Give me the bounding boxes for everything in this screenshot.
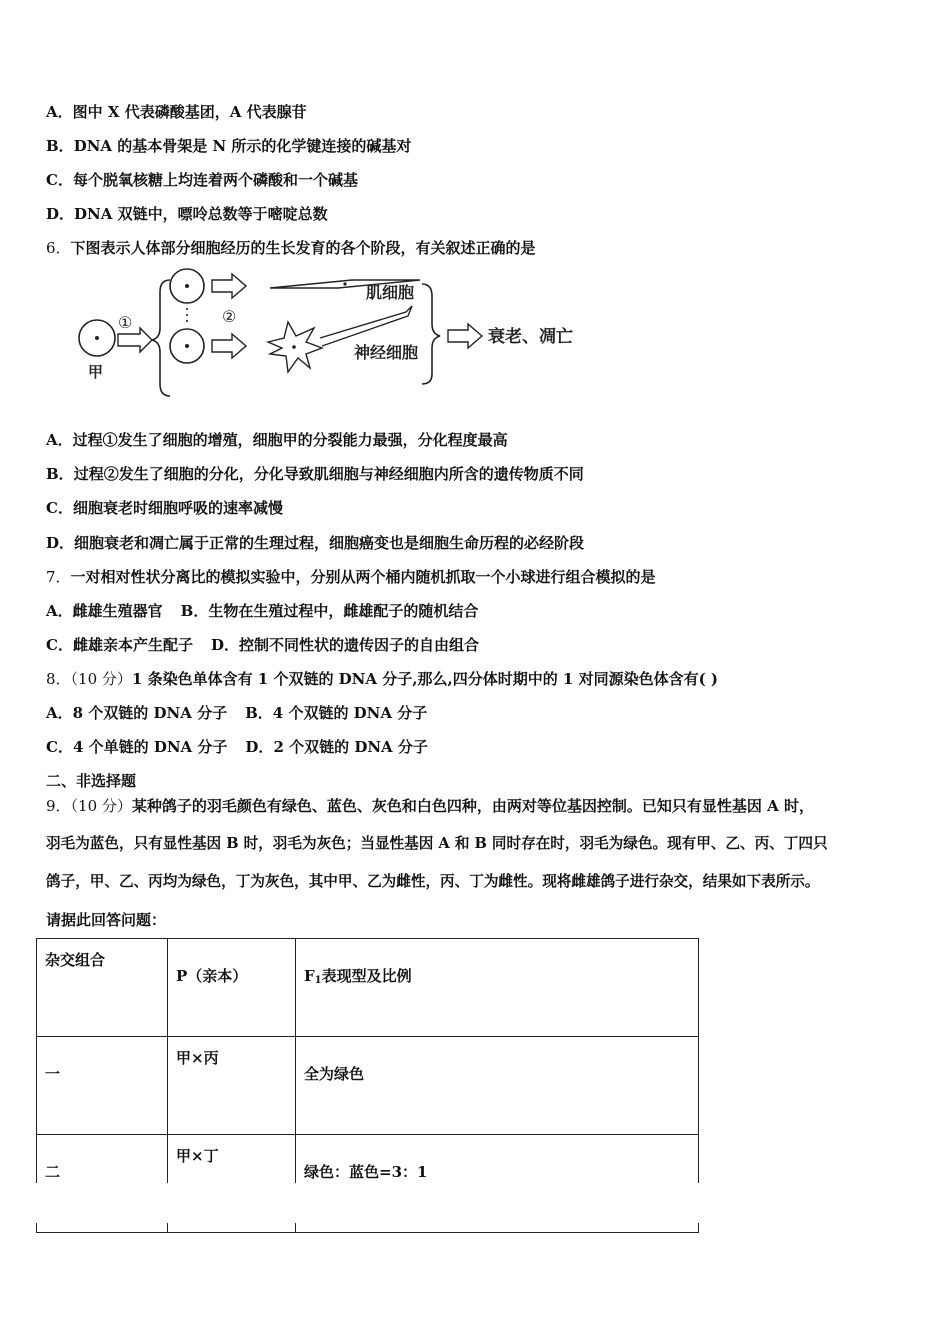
- arrow-lower: [212, 334, 246, 358]
- header-parents: P（亲本）: [168, 939, 296, 1037]
- q9-line-1: 9．（10 分）某种鸽子的羽毛颜色有绿色、蓝色、灰色和白色四种，由两对等位基因控制。已知只有显性基因 A 时，: [46, 797, 814, 815]
- cell-f1: 绿色：蓝色=3：1: [296, 1135, 699, 1233]
- q7-stem: 7．一对相对性状分离比的模拟实验中，分别从两个桶内随机抓取一个小球进行组合模拟的是: [46, 568, 656, 586]
- cell-group: 二: [37, 1135, 168, 1233]
- cell-parents: 甲×丙: [168, 1037, 296, 1135]
- cell-f1: 全为绿色: [296, 1037, 699, 1135]
- q9-line-2: 羽毛为蓝色，只有显性基因 B 时，羽毛为灰色；当显性基因 A 和 B 同时存在时，羽毛为绿色。现有甲、乙、丙、丁四只: [46, 835, 828, 852]
- q8-options-cd: C．4 个单链的 DNA 分子 D．2 个双链的 DNA 分子: [46, 738, 428, 756]
- arrow-upper: [212, 274, 246, 298]
- q6-option-a: A．过程①发生了细胞的增殖，细胞甲的分裂能力最强，分化程度最高: [46, 431, 508, 449]
- label-step-2: ②: [222, 307, 237, 326]
- brace-left: [152, 280, 170, 396]
- page-cut: [30, 1183, 730, 1223]
- header-cross-group: 杂交组合: [37, 939, 168, 1037]
- q9-line-4: 请据此回答问题：: [46, 911, 167, 929]
- brace-right: [422, 284, 440, 384]
- label-muscle: 肌细胞: [366, 283, 415, 302]
- label-nerve: 神经细胞: [354, 343, 419, 362]
- q8-stem: 8．（10 分）1 条染色单体含有 1 个双链的 DNA 分子,那么,四分体时期中的 1 对同源染色体含有( ): [46, 670, 718, 688]
- cell-development-diagram: [70, 262, 600, 402]
- q6-option-b: B．过程②发生了细胞的分化，分化导致肌细胞与神经细胞内所含的遗传物质不同: [46, 465, 584, 483]
- q6-option-c: C．细胞衰老时细胞呼吸的速率减慢: [46, 499, 283, 517]
- q8-options-ab: A．8 个双链的 DNA 分子 B．4 个双链的 DNA 分子: [46, 704, 428, 722]
- q7-options-ab: A．雌雄生殖器官 B．生物在生殖过程中，雌雄配子的随机结合: [46, 602, 479, 620]
- table-header-row: [37, 939, 699, 1037]
- cell-jia-nucleus: [95, 336, 99, 340]
- label-end: 衰老、凋亡: [488, 327, 573, 347]
- q5-option-a: A．图中 X 代表磷酸基团，A 代表腺苷: [46, 103, 307, 121]
- cell-group: 一: [37, 1037, 168, 1135]
- q6-option-d: D．细胞衰老和凋亡属于正常的生理过程，细胞癌变也是细胞生命历程的必经阶段: [46, 534, 585, 552]
- q7-options-cd: C．雌雄亲本产生配子 D．控制不同性状的遗传因子的自由组合: [46, 636, 479, 654]
- label-jia: 甲: [88, 363, 104, 381]
- axon: [320, 306, 412, 346]
- arrow-end: [448, 324, 482, 348]
- q9-line-3: 鸽子，甲、乙、丙均为绿色，丁为灰色，其中甲、乙为雌性，丙、丁为雌性。现将雌雄鸽子进行杂交，结果如下表所示。: [46, 873, 820, 890]
- q5-option-c: C．每个脱氧核糖上均连着两个磷酸和一个碱基: [46, 171, 358, 189]
- header-f1: $F_1$表现型及比例: [296, 939, 699, 1037]
- section-2-title: 二、非选择题: [46, 772, 137, 790]
- cell-parents: 甲×丁: [168, 1135, 296, 1233]
- q6-stem: 6．下图表示人体部分细胞经历的生长发育的各个阶段，有关叙述正确的是: [46, 239, 536, 257]
- q5-option-d: D．DNA 双链中，嘌呤总数等于嘧啶总数: [46, 205, 328, 223]
- table-row: [37, 1037, 699, 1135]
- label-step-1: ①: [118, 313, 133, 332]
- q5-option-b: B．DNA 的基本骨架是 N 所示的化学键连接的碱基对: [46, 137, 412, 155]
